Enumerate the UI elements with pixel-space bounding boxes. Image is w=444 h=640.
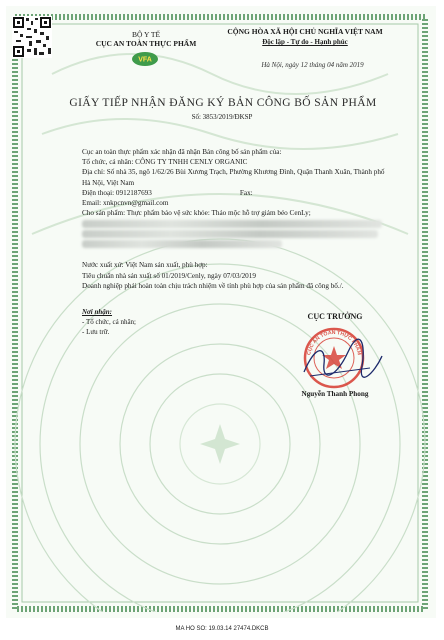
vfa-logo <box>131 51 159 67</box>
signer-name: Nguyễn Thanh Phong <box>301 390 369 398</box>
document-title: GIẤY TIẾP NHẬN ĐĂNG KÝ BẢN CÔNG BỐ SẢN PHẨM <box>69 97 377 109</box>
document-number: Số: 3853/2019/ĐKSP <box>191 113 253 121</box>
blurred-text <box>82 230 378 238</box>
agency-name: CỤC AN TOÀN THỰC PHẨM <box>95 39 197 48</box>
phone-fax-line <box>82 188 392 198</box>
recipient-item: - Tổ chức, cá nhân; <box>82 318 137 326</box>
blurred-text <box>82 220 382 228</box>
dossier-code: MA HO SO: 19.03.14 27474.DKCB <box>175 626 269 632</box>
origin-line: Nước xuất xứ: Việt Nam sản xuất, phù hợp: <box>82 261 208 270</box>
svg-text:VFA: VFA <box>138 56 152 64</box>
recipient-item: - Lưu trữ. <box>82 328 110 336</box>
republic-name: CỘNG HÒA XÃ HỘI CHỦ NGHĨA VIỆT NAM <box>227 27 383 36</box>
product-line: Cho sản phẩm: Thực phẩm bảo vệ sức khỏe: Thảo mộc hỗ trợ giảm béo CenLy; <box>82 209 311 218</box>
national-motto: Độc lập - Tự do - Hạnh phúc <box>262 38 348 46</box>
certificate-body <box>82 147 392 291</box>
issuing-agency <box>86 30 206 48</box>
address-line: Địa chỉ: Số nhà 35, ngõ 1/62/26 Bùi Xương Trạch, Phường Khương Đình, Quận Thanh Xuân, Thành phố Hà Nội, Việt Nam <box>82 168 385 187</box>
national-header <box>205 27 405 47</box>
qr-code <box>12 16 52 58</box>
signer-title: CỤC TRƯỞNG <box>307 312 363 321</box>
issue-date: Hà Nội, ngày 12 tháng 04 năm 2019 <box>261 61 364 69</box>
ministry-name: BỘ Y TẾ <box>131 30 161 39</box>
standard-line: Tiêu chuẩn nhà sản xuất số 01/2019/Cenly, ngày 07/03/2019 <box>82 271 256 280</box>
organization-line: Tổ chức, cá nhân: CÔNG TY TNHH CENLY ORGANIC <box>82 158 248 167</box>
intro-line: Cục an toàn thực phẩm xác nhận đã nhận Bản công bố sản phẩm của: <box>82 148 282 156</box>
blurred-text <box>82 240 282 248</box>
svg-text:CỤC AN TOÀN THỰC PHẨM: CỤC AN TOÀN THỰC PHẨM <box>306 329 362 356</box>
fax-text: Fax: <box>239 188 253 197</box>
handwritten-signature <box>296 334 386 384</box>
recipients-block <box>82 307 136 337</box>
email-line: Email: xnkpcnvn@gmail.com <box>82 199 169 208</box>
responsibility-line: Doanh nghiệp phải hoàn toàn chịu trách nhiệm về tính phù hợp của sản phẩm đã công bố./. <box>82 281 344 290</box>
phone-text: Điện thoại: 0912187693 <box>82 188 152 197</box>
recipients-heading: Nơi nhận: <box>82 308 113 316</box>
